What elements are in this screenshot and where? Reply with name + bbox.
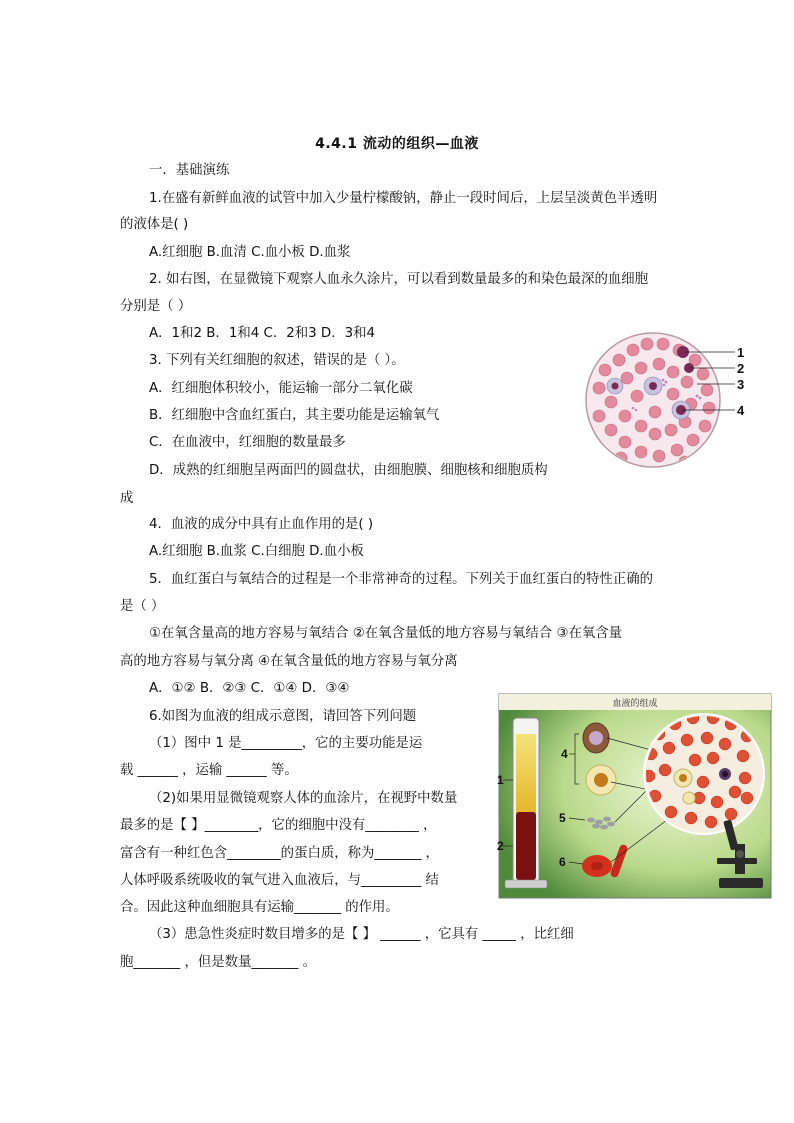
q3-option-d-line2: 成: [120, 491, 134, 506]
q6-part1-line1: （1）图中 1 是_________，它的主要功能是运: [149, 736, 423, 751]
page-title: 4.4.1 流动的组织—血液: [315, 136, 479, 152]
section-heading: 一．基础演练: [149, 163, 230, 178]
q5-options: A．①② B．②③ C．①④ D．③④: [149, 681, 350, 696]
q1-options: A.红细胞 B.血清 C.血小板 D.血浆: [149, 245, 351, 260]
q5-stem-line2: 是（ ）: [120, 599, 165, 614]
q5-statement-line1: ①在氧含量高的地方容易与氧结合 ②在氧含量低的地方容易与氧结合 ③在氧含量: [149, 626, 623, 641]
q2-stem-line1: 2. 如右图，在显微镜下观察人血永久涂片，可以看到数量最多的和染色最深的血细胞: [149, 272, 649, 287]
q6-part2-line4: 人体呼吸系统吸收的氧气进入血液后，与_________ 结: [120, 873, 439, 888]
q5-stem-line1: 5．血红蛋白与氧结合的过程是一个非常神奇的过程。下列关于血红蛋白的特性正确的: [149, 572, 653, 587]
composition-label-6: 6: [559, 855, 566, 869]
q3-stem: 3. 下列有关红细胞的叙述，错误的是（ ）。: [149, 353, 405, 368]
q6-part2-line1: （2)如果用显微镜观察人体的血涂片，在视野中数量: [149, 791, 458, 806]
smear-label-1: 1: [737, 345, 745, 360]
q6-stem: 6.如图为血液的组成示意图，请回答下列问题: [149, 709, 417, 724]
composition-label-4: 4: [561, 747, 568, 761]
q6-part3-line1: （3）患急性炎症时数目增多的是【 】 ______ ，它具有 _____ ，比红细: [149, 927, 574, 942]
q6-part2-line3: 富含有一种红色含________的蛋白质，称为_______ ，: [120, 846, 439, 861]
smear-label-3: 3: [737, 377, 745, 392]
q6-part2-line5: 合。因此这种血细胞具有运输_______ 的作用。: [120, 900, 399, 915]
composition-label-1: 1: [497, 773, 504, 787]
q6-part2-line2: 最多的是【 】________，它的细胞中没有________ ，: [120, 818, 437, 833]
q3-option-c: C．在血液中，红细胞的数量最多: [149, 435, 346, 450]
q6-part1-line2: 载 ______ ，运输 ______ 等。: [120, 763, 298, 778]
q3-option-b: B．红细胞中含血红蛋白，其主要功能是运输氧气: [149, 408, 440, 423]
q1-stem-line1: 1.在盛有新鲜血液的试管中加入少量柠檬酸钠，静止一段时间后，上层呈淡黄色半透明: [149, 191, 658, 206]
q3-option-d-line1: D．成熟的红细胞呈两面凹的圆盘状，由细胞膜、细胞核和细胞质构: [149, 463, 548, 478]
composition-label-2: 2: [497, 839, 504, 853]
blood-smear-figure: [585, 330, 755, 470]
figure-title: 血液的组成: [612, 698, 658, 708]
q4-stem: 4．血液的成分中具有止血作用的是( ): [149, 517, 374, 532]
smear-label-4: 4: [737, 403, 745, 418]
q4-options: A.红细胞 B.血浆 C.白细胞 D.血小板: [149, 544, 364, 559]
q2-stem-line2: 分别是（ ）: [120, 299, 192, 314]
q3-option-a: A．红细胞体积较小，能运输一部分二氧化碳: [149, 381, 413, 396]
smear-label-2: 2: [737, 361, 745, 376]
blood-composition-figure: [499, 694, 771, 898]
q2-options: A．1和2 B．1和4 C．2和3 D．3和4: [149, 326, 376, 341]
q6-part3-line2: 胞_______ ，但是数量_______ 。: [120, 955, 316, 970]
q1-stem-line2: 的液体是( ): [120, 217, 189, 232]
composition-label-5: 5: [559, 811, 566, 825]
q5-statement-line2: 高的地方容易与氧分离 ④在氧含量低的地方容易与氧分离: [120, 654, 458, 669]
